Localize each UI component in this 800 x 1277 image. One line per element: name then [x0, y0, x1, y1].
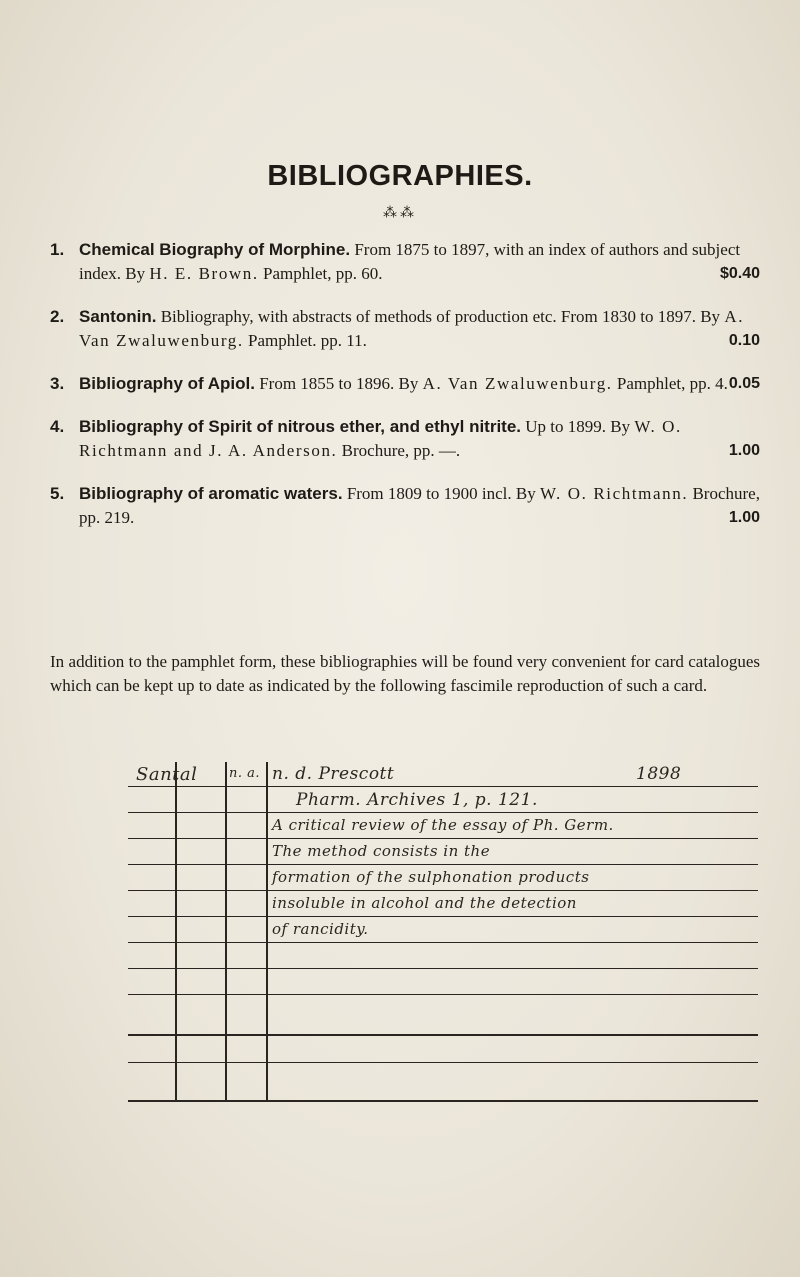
entry-format: Pamphlet, pp. 4. [612, 374, 728, 393]
entry-heading: Chemical Biography of Morphine. [79, 240, 351, 259]
entry-heading: Santonin. [79, 307, 157, 326]
card-rule [128, 1034, 758, 1036]
card-author: n. d. Prescott [272, 764, 395, 784]
card-rule [128, 994, 758, 995]
entry-author: H. E. Brown. [149, 264, 259, 283]
entry-price: 0.05 [728, 375, 760, 392]
card-rule [128, 812, 758, 813]
bibliography-entry [50, 372, 760, 396]
card-note: In addition to the pamphlet form, these bibliographies will be found very convenient for card catalogues which can be kept up to date as indicated by the following fascimile reproduction of such a card. [50, 652, 760, 695]
card-column-note: n. a. [229, 766, 261, 781]
bibliography-list [50, 238, 760, 549]
entry-text: Up to 1899. By [521, 417, 635, 436]
entry-text: Bibliography, with abstracts of methods of production etc. From 1830 to 1897. By [156, 307, 725, 326]
entry-format: Brochure, pp. 219. [79, 484, 760, 527]
entry-price: 1.00 [728, 442, 760, 459]
card-rule [128, 1100, 758, 1102]
entry-number: 1. [50, 240, 65, 259]
card-rule [175, 762, 177, 1102]
entry-number: 5. [50, 484, 65, 503]
catalogue-card [128, 752, 758, 1102]
card-rule [128, 968, 758, 969]
card-subject: Santal [136, 764, 198, 785]
entry-author: A. Van Zwaluwenburg. [79, 307, 745, 350]
card-rule [128, 916, 758, 917]
entry-format: Pamphlet. pp. 11. [243, 331, 367, 350]
card-text-line: The method consists in the [272, 842, 491, 860]
entry-format: Pamphlet, pp. 60. [258, 264, 383, 283]
bibliography-entry [50, 415, 760, 463]
entry-text: From 1855 to 1896. By [254, 374, 423, 393]
entry-heading: Bibliography of Spirit of nitrous ether, and ethyl nitrite. [79, 417, 522, 436]
card-rule [266, 762, 268, 1102]
card-rule [128, 942, 758, 943]
entry-author: W. O. Richtmann. [539, 484, 689, 503]
entry-text: From 1809 to 1900 incl. By [342, 484, 540, 503]
card-rule [225, 762, 227, 1102]
card-text-line: formation of the sulphonation products [272, 868, 590, 886]
bibliography-entry [50, 482, 760, 530]
entry-heading: Bibliography of Apiol. [79, 374, 255, 393]
entry-price: 1.00 [728, 509, 760, 526]
entry-author: W. O. Richtmann and J. A. Anderson. [79, 417, 682, 460]
card-rule [128, 890, 758, 891]
entry-price: 0.10 [728, 332, 760, 349]
card-text-line: A critical review of the essay of Ph. Germ. [272, 816, 614, 834]
bibliography-entry [50, 305, 760, 353]
entry-author: A. Van Zwaluwenburg. [422, 374, 613, 393]
entry-number: 2. [50, 307, 65, 326]
card-year: 1898 [636, 764, 682, 784]
entry-price: $0.40 [719, 265, 760, 282]
card-rule [128, 864, 758, 865]
entry-number: 4. [50, 417, 65, 436]
card-text-line: insoluble in alcohol and the detection [272, 894, 577, 912]
ornament: ⁂⁂ [383, 205, 417, 221]
page-title: BIBLIOGRAPHIES. [267, 160, 533, 192]
bibliography-entry [50, 238, 760, 286]
card-rule [128, 786, 758, 787]
entry-text: From 1875 to 1897, with an index of authors and subject index. By [79, 240, 741, 283]
entry-heading: Bibliography of aromatic waters. [79, 484, 343, 503]
card-text-line: of rancidity. [272, 920, 369, 938]
entry-number: 3. [50, 374, 65, 393]
card-source: Pharm. Archives 1, p. 121. [296, 790, 538, 810]
card-rule [128, 1062, 758, 1063]
entry-format: Brochure, pp. —. [337, 441, 461, 460]
card-rule [128, 838, 758, 839]
